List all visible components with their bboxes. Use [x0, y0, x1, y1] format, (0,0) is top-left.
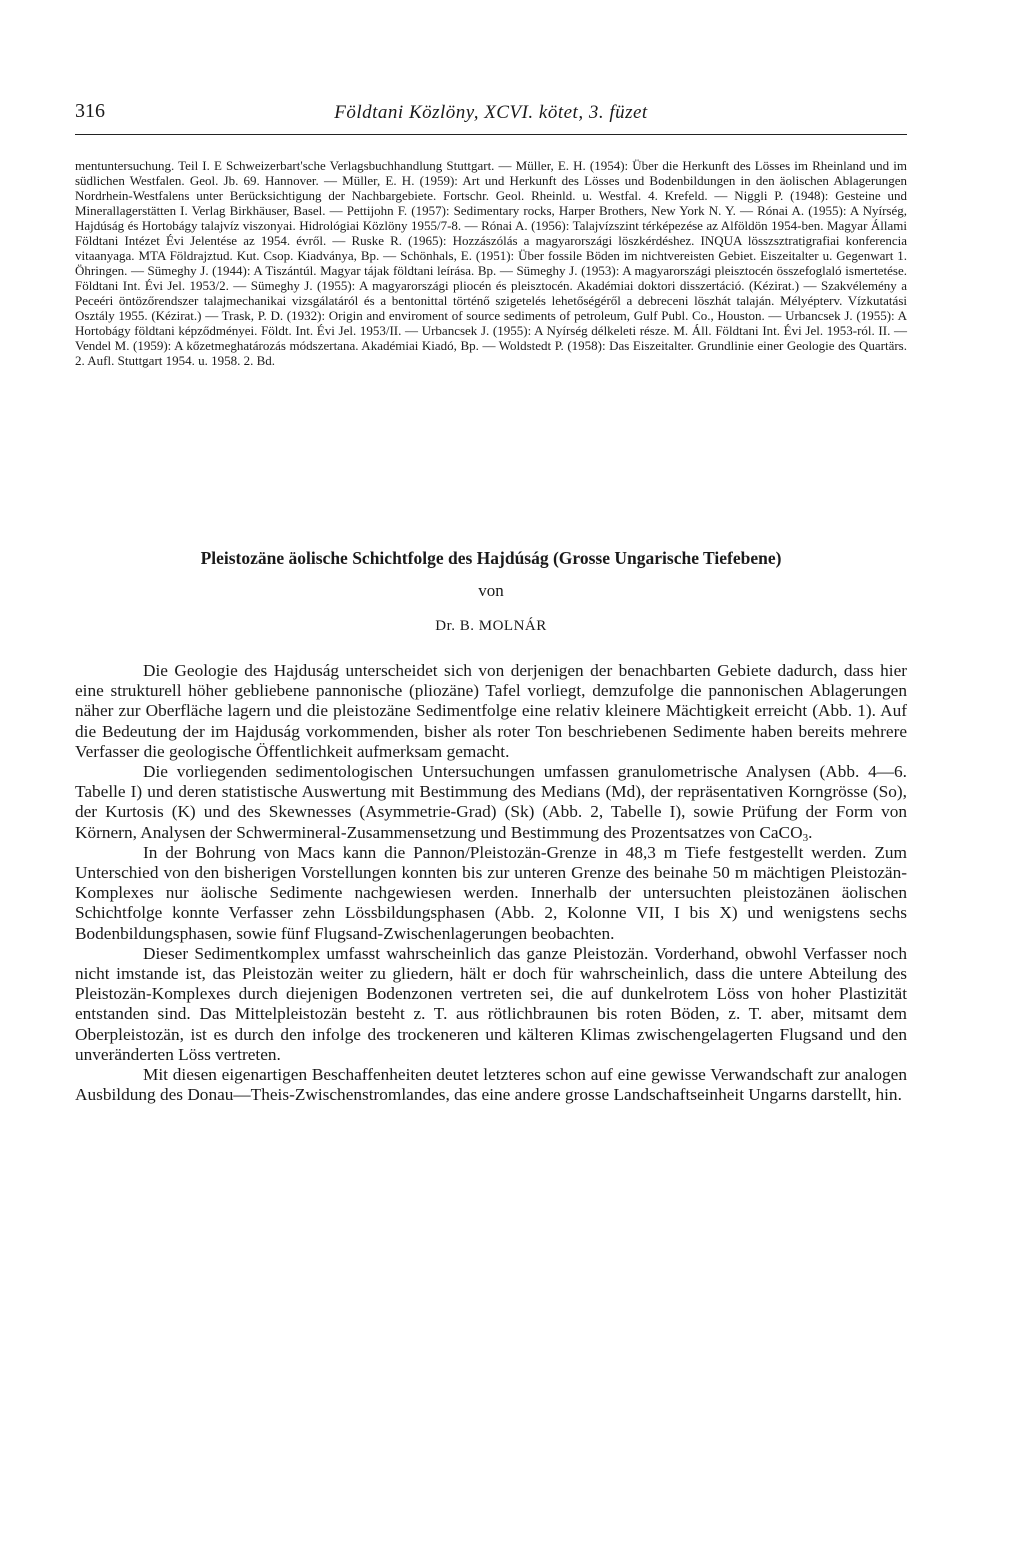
page-number: 316 — [75, 100, 105, 122]
reference-block: mentuntersuchung. Teil I. E Schweizerbart'sche Verlagsbuchhandlung Stuttgart. — Müller, E. H. (1954): Über die Herkunft des Lösses im Rheinland und im südlichen Westfalen. Geol. Jb. 69. Hannover. — Müller, E. H. (1959): Art und Herkunft des Lösses und Bodenbildungen in den äolischen Ablagerungen Nordrhein-Westfalens unter Berücksichtigung der Nachbargebiete. Fortschr. Geol. Rheinld. u. Westfal. 4. Krefeld. — Niggli P. (1948): Gesteine und Minerallagerstätten I. Verlag Birkhäuser, Basel. — Pettijohn F. (1957): Sedimentary rocks, Harper Brothers, New York N. Y. — Rónai A. (1955): A Nyírség, Hajdúság és Hortobágy talajvíz viszonyai. Hidrológiai Közlöny 1955/7-8. — Rónai A. (1956): Talajvízszint térképezése az Alföldön 1954-ben. Magyar Állami Földtani Intézet Évi Jelentése az 1954. évről. — Ruske R. (1965): Hozzászólás a magyarországi löszkérdéshez. INQUA lösszsztratigrafiai konferencia vitaanyaga. MTA Földrajztud. Kut. Csop. Kiadványa, Bp. — Schönhals, E. (1951): Über fossile Böden im nichtvereisten Gebiet. Eiszeitalter u. Gegenwart 1. Öhringen. — Sümeghy J. (1944): A Tiszántúl. Magyar tájak földtani leírása. Bp. — Sümeghy J. (1953): A magyarországi pleisztocén összefoglaló ismertetése. Földtani Int. Évi Jel. 1953/2. — Sümeghy J. (1955): A magyarországi pliocén és pleisztocén. Akadémiai doktori disszertáció. (Kézirat.) — Szakvélemény a Peceéri öntözőrendszer talajmechanikai vizsgálatáról és a bentonittal történő szigetelés lehetőségéről a debreceni löszhát talaján. Mélyépterv. Vízkutatási Osztály 1955. (Kézirat.) — Trask, P. D. (1932): Origin and enviroment of source sediments of petroleum, Gulf Publ. Co., Houston. — Urbancsek J. (1955): A Hortobágy földtani képződményei. Földt. Int. Évi Jel. 1953/II. — Urbancsek J. (1955): A Nyírség délkeleti része. M. Áll. Földtani Int. Évi Jel. 1953-ról. II. — Vendel M. (1959): A kőzetmeghatározás módszertana. Akadémiai Kiadó, Bp. — Woldstedt P. (1958): Das Eiszeitalter. Grundlinie einer Geologie des Quartärs. 2. Aufl. Stuttgart 1954. u. 1958. 2. Bd. — [75, 158, 907, 368]
paragraph: In der Bohrung von Macs kann die Pannon/Pleistozän-Grenze in 48,3 m Tiefe festgestellt werden. Zum Unterschied von den bisherigen Vorstellungen konnten bis zur unteren Grenze des beinahe 50 m mächtigen Pleistozän-Komplexes nur äolische Sedimente nachgewiesen werden. Innerhalb der untersuchten pleistozänen äolischen Schichtfolge konnte Verfasser zehn Lössbildungsphasen (Abb. 2, Kolonne VII, I bis X) und wenigstens sechs Bodenbildungsphasen, sowie fünf Flugsand-Zwischenlagerungen beobachten. — [75, 842, 907, 943]
paragraph: Die Geologie des Hajduság unterscheidet sich von derjenigen der benachbarten Gebiete dadurch, dass hier eine strukturell höher gebliebene pannonische (pliozäne) Tafel vorliegt, demzufolge die pannonischen Ablagerungen näher zur Oberfläche lagern und die pleistozäne Sedimentfolge eine relativ kleinere Mächtigkeit erreicht (Abb. 1). Auf die Bedeutung der im Hajduság vorkommenden, bisher als roter Ton beschriebenen Sedimente haben bereits mehrere Verfasser die geologische Öffentlichkeit aufmerksam gemacht. — [75, 661, 907, 761]
author-name: Dr. B. MOLNÁR — [435, 618, 547, 634]
paragraph: Die vorliegenden sedimentologischen Untersuchungen umfassen granulometrische Analysen (Abb. 4—6. Tabelle I) und deren statistische Auswertung mit Bestimmung des Medians (Md), der repräsentativen Korngrösse (So), der Kurtosis (K) und des Skewnesses (Asymmetrie-Grad) (Sk) (Abb. 2, Tabelle I), sowie Prüfung der Form von Körnern, Analysen der Schwermineral-Zusammensetzung und Bestimmung des Prozentsatzes von CaCO$_3$. — [75, 762, 907, 844]
article-body — [75, 661, 907, 1105]
byline-von: von — [478, 581, 504, 600]
reference-list — [75, 158, 907, 368]
running-title: Földtani Közlöny, XCVI. kötet, 3. füzet — [334, 102, 648, 123]
paragraph: Mit diesen eigenartigen Beschaffenheiten deutet letzteres schon auf eine gewisse Verwandschaft zur analogen Ausbildung des Donau—Theis-Zwischenstromlandes, das eine andere grosse Landschaftseinheit Ungarns darstellt, hin. — [75, 1065, 907, 1105]
paragraph: Dieser Sedimentkomplex umfasst wahrscheinlich das ganze Pleistozän. Vorderhand, obwohl Verfasser noch nicht imstande ist, das Pleistozän weiter zu gliedern, hält er doch für wahrscheinlich, dass die untere Abteilung des Pleistozän-Komplexes durch diejenigen Bodenzonen vertreten sei, die auf dunkelrotem Löss von hoher Plastizität entstanden sind. Das Mittelpleistozän besteht z. T. aus rötlichbraunen bis roten Böden, z. T. aber, mitsamt dem Oberpleistozän, ist es durch den infolge des trockeneren und kälteren Klimas zwischengelagerten Flugsand und den unveränderten Löss vertreten. — [75, 943, 907, 1064]
page-header — [75, 100, 907, 135]
article-title: Pleistozäne äolische Schichtfolge des Hajdúság (Grosse Ungarische Tiefebene) — [200, 548, 782, 568]
